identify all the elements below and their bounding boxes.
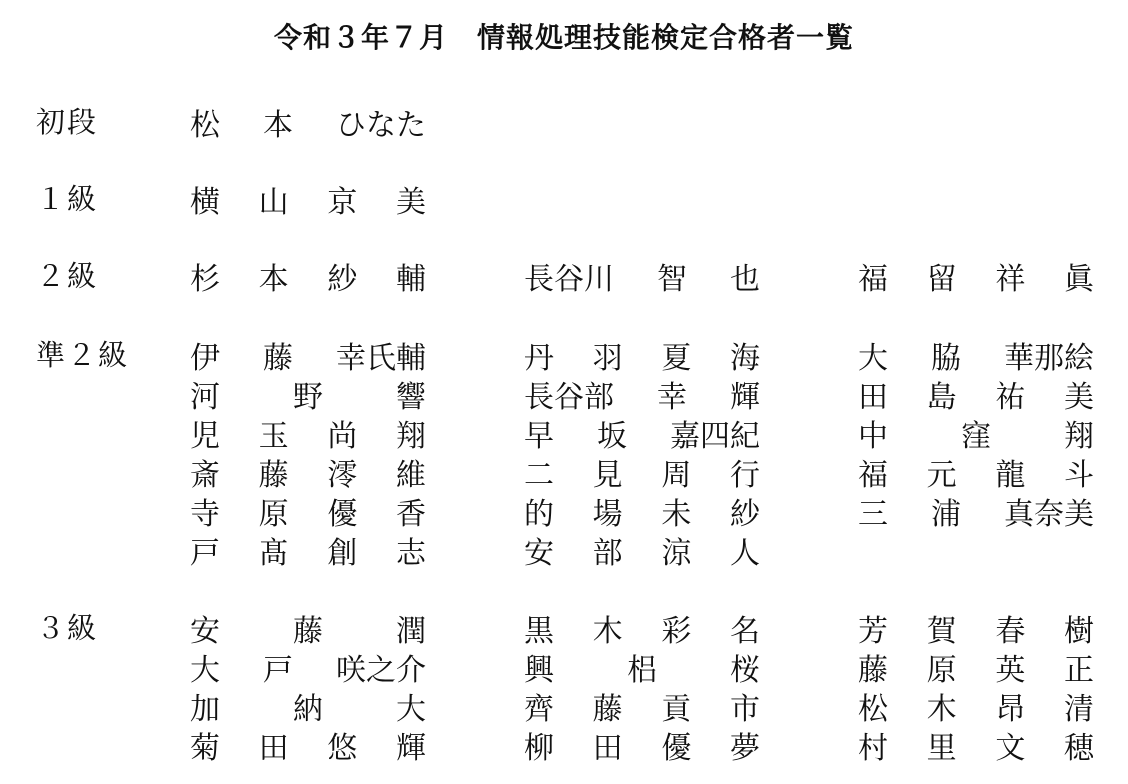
grade-label: １級 [36, 182, 99, 216]
passer-name: 藤 原 英 正 [858, 653, 1094, 688]
passer-name: 寺 原 優 香 [190, 497, 426, 532]
passer-name: 二 見 周 行 [524, 458, 760, 493]
grade-label: ２級 [36, 259, 99, 293]
passer-name: 児 玉 尚 翔 [190, 419, 426, 454]
passer-name: 松 本 ひなた [190, 108, 426, 143]
passer-name: 長谷部 幸 輝 [524, 380, 760, 415]
passer-name: 河 野 響 [190, 380, 426, 415]
passer-name: 田 島 祐 美 [858, 380, 1094, 415]
passer-name: 村 里 文 穂 [858, 731, 1094, 766]
page-title: 令和３年７月 情報処理技能検定合格者一覧 [273, 21, 854, 54]
passer-name: 大 戸 咲之介 [190, 653, 426, 688]
grade-label: 初段 [36, 105, 99, 139]
grade-label: ３級 [36, 611, 99, 645]
passer-name: 長谷川 智 也 [524, 262, 760, 297]
passer-name: 柳 田 優 夢 [524, 731, 760, 766]
passer-name: 芳 賀 春 樹 [858, 614, 1094, 649]
passer-name: 齊 藤 貢 市 [524, 692, 760, 727]
passer-name: 横 山 京 美 [190, 185, 426, 220]
passer-name: 戸 髙 創 志 [190, 536, 426, 571]
grade-label: 準２級 [36, 338, 130, 372]
passer-name: 丹 羽 夏 海 [524, 341, 760, 376]
passer-name: 安 部 涼 人 [524, 536, 760, 571]
passer-name: 中 窪 翔 [858, 419, 1094, 454]
passer-name: 菊 田 悠 輝 [190, 731, 426, 766]
passer-name: 杉 本 紗 輔 [190, 262, 426, 297]
passer-name: 福 元 龍 斗 [858, 458, 1094, 493]
passer-name: 安 藤 潤 [190, 614, 426, 649]
passer-name: 斎 藤 澪 維 [190, 458, 426, 493]
passer-name: 福 留 祥 眞 [858, 262, 1094, 297]
passer-name: 興 梠 桜 [524, 653, 760, 688]
passer-name: 加 納 大 [190, 692, 426, 727]
passer-name: 松 木 昂 清 [858, 692, 1094, 727]
passer-name: 早 坂 嘉四紀 [524, 419, 760, 454]
passer-name: 三 浦 真奈美 [858, 497, 1094, 532]
passer-name: 的 場 未 紗 [524, 497, 760, 532]
passer-name: 大 脇 華那絵 [858, 341, 1094, 376]
passer-name: 伊 藤 幸氏輔 [190, 341, 426, 376]
passer-name: 黒 木 彩 名 [524, 614, 760, 649]
